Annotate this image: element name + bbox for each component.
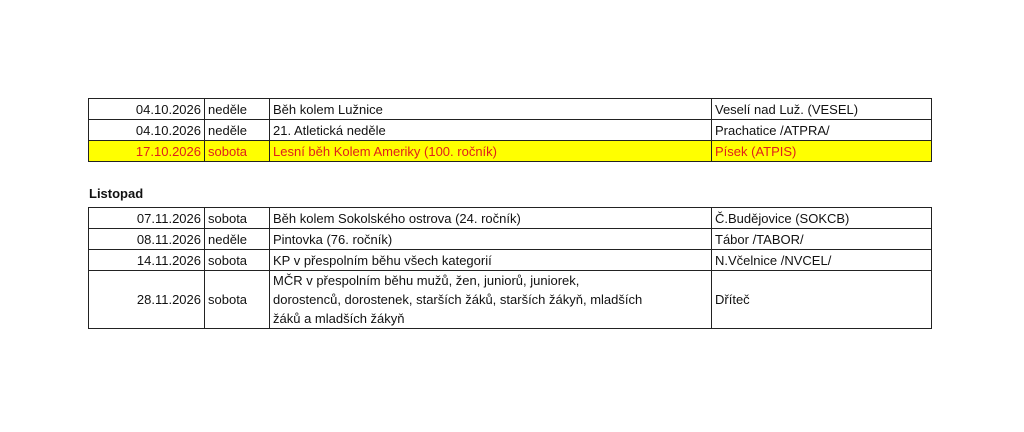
table-row (89, 120, 932, 141)
event-name: KP v přespolním běhu všech kategorií (270, 250, 712, 271)
highlighted-table-row (89, 141, 932, 162)
event-name (270, 271, 712, 329)
table-row (89, 250, 932, 271)
event-name: Pintovka (76. ročník) (270, 229, 712, 250)
event-place: Písek (ATPIS) (712, 141, 932, 162)
event-date: 04.10.2026 (89, 120, 205, 141)
event-day: neděle (205, 229, 270, 250)
event-name: Běh kolem Lužnice (270, 99, 712, 120)
event-name-line: dorostenců, dorostenek, starších žáků, starších žákyň, mladších (273, 292, 643, 307)
october-events-table (88, 98, 932, 162)
event-day: sobota (205, 141, 270, 162)
event-place: Tábor /TABOR/ (712, 229, 932, 250)
event-place: Veselí nad Luž. (VESEL) (712, 99, 932, 120)
event-place: Dříteč (712, 271, 932, 329)
table-row (89, 271, 932, 329)
event-day: neděle (205, 99, 270, 120)
event-day: sobota (205, 271, 270, 329)
table-row (89, 99, 932, 120)
event-date: 28.11.2026 (89, 271, 205, 329)
event-date: 08.11.2026 (89, 229, 205, 250)
event-name: Lesní běh Kolem Ameriky (100. ročník) (270, 141, 712, 162)
november-events-table (88, 207, 932, 329)
event-date: 14.11.2026 (89, 250, 205, 271)
event-name: 21. Atletická neděle (270, 120, 712, 141)
event-place: N.Včelnice /NVCEL/ (712, 250, 932, 271)
section-title-november: Listopad (89, 186, 144, 201)
event-date: 17.10.2026 (89, 141, 205, 162)
event-date: 04.10.2026 (89, 99, 205, 120)
event-name: Běh kolem Sokolského ostrova (24. ročník) (270, 208, 712, 229)
event-day: sobota (205, 208, 270, 229)
table-row (89, 229, 932, 250)
event-name-line: žáků a mladších žákyň (273, 311, 405, 326)
event-day: neděle (205, 120, 270, 141)
event-place: Prachatice /ATPRA/ (712, 120, 932, 141)
table-row (89, 208, 932, 229)
event-date: 07.11.2026 (89, 208, 205, 229)
event-name-line: MČR v přespolním běhu mužů, žen, juniorů, juniorek, (273, 273, 580, 288)
event-place: Č.Budějovice (SOKCB) (712, 208, 932, 229)
event-day: sobota (205, 250, 270, 271)
